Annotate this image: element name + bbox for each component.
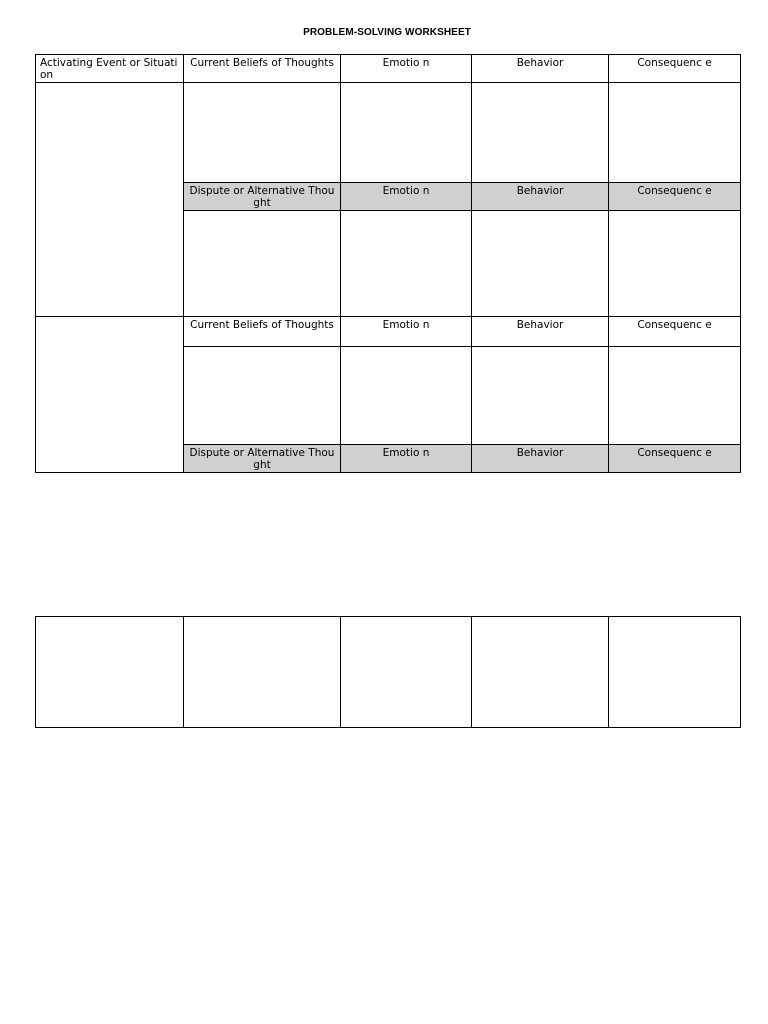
header-consequence: Consequenc e: [609, 183, 741, 211]
beliefs-cell[interactable]: [184, 83, 341, 183]
behavior-cell[interactable]: [472, 347, 609, 445]
header-behavior: Behavior: [472, 183, 609, 211]
consequence-cell[interactable]: [609, 83, 741, 183]
header-behavior: Behavior: [472, 317, 609, 347]
header-dispute: Dispute or Alternative Thought: [184, 445, 341, 473]
consequence-cell[interactable]: [609, 347, 741, 445]
emotion-cell[interactable]: [341, 347, 472, 445]
header-emotion: Emotio n: [341, 317, 472, 347]
continuation-table: [35, 616, 741, 728]
dispute-cell[interactable]: [184, 617, 341, 728]
activating-event-cell[interactable]: [36, 83, 184, 317]
consequence-cell[interactable]: [609, 617, 741, 728]
header-consequence: Consequenc e: [609, 317, 741, 347]
header-behavior: Behavior: [472, 445, 609, 473]
header-row: [36, 55, 741, 83]
behavior-cell[interactable]: [472, 211, 609, 317]
behavior-cell[interactable]: [472, 617, 609, 728]
header-emotion: Emotio n: [341, 445, 472, 473]
emotion-cell[interactable]: [341, 617, 472, 728]
behavior-cell[interactable]: [472, 83, 609, 183]
header-row: [36, 317, 741, 347]
header-dispute: Dispute or Alternative Thought: [184, 183, 341, 211]
activating-event-cell[interactable]: [36, 317, 184, 473]
dispute-cell[interactable]: [184, 211, 341, 317]
worksheet-title: PROBLEM-SOLVING WORKSHEET: [303, 27, 471, 38]
header-behavior: Behavior: [472, 55, 609, 83]
header-current-beliefs: Current Beliefs of Thoughts: [184, 317, 341, 347]
header-emotion: Emotio n: [341, 55, 472, 83]
worksheet-table: [35, 54, 741, 473]
header-emotion: Emotio n: [341, 183, 472, 211]
header-activating-event: Activating Event or Situation: [36, 55, 184, 83]
header-current-beliefs: Current Beliefs of Thoughts: [184, 55, 341, 83]
emotion-cell[interactable]: [341, 211, 472, 317]
header-consequence: Consequenc e: [609, 445, 741, 473]
header-consequence: Consequenc e: [609, 55, 741, 83]
entry-row: [36, 83, 741, 183]
consequence-cell[interactable]: [609, 211, 741, 317]
beliefs-cell[interactable]: [184, 347, 341, 445]
activating-event-cell[interactable]: [36, 617, 184, 728]
entry-row: [36, 617, 741, 728]
emotion-cell[interactable]: [341, 83, 472, 183]
